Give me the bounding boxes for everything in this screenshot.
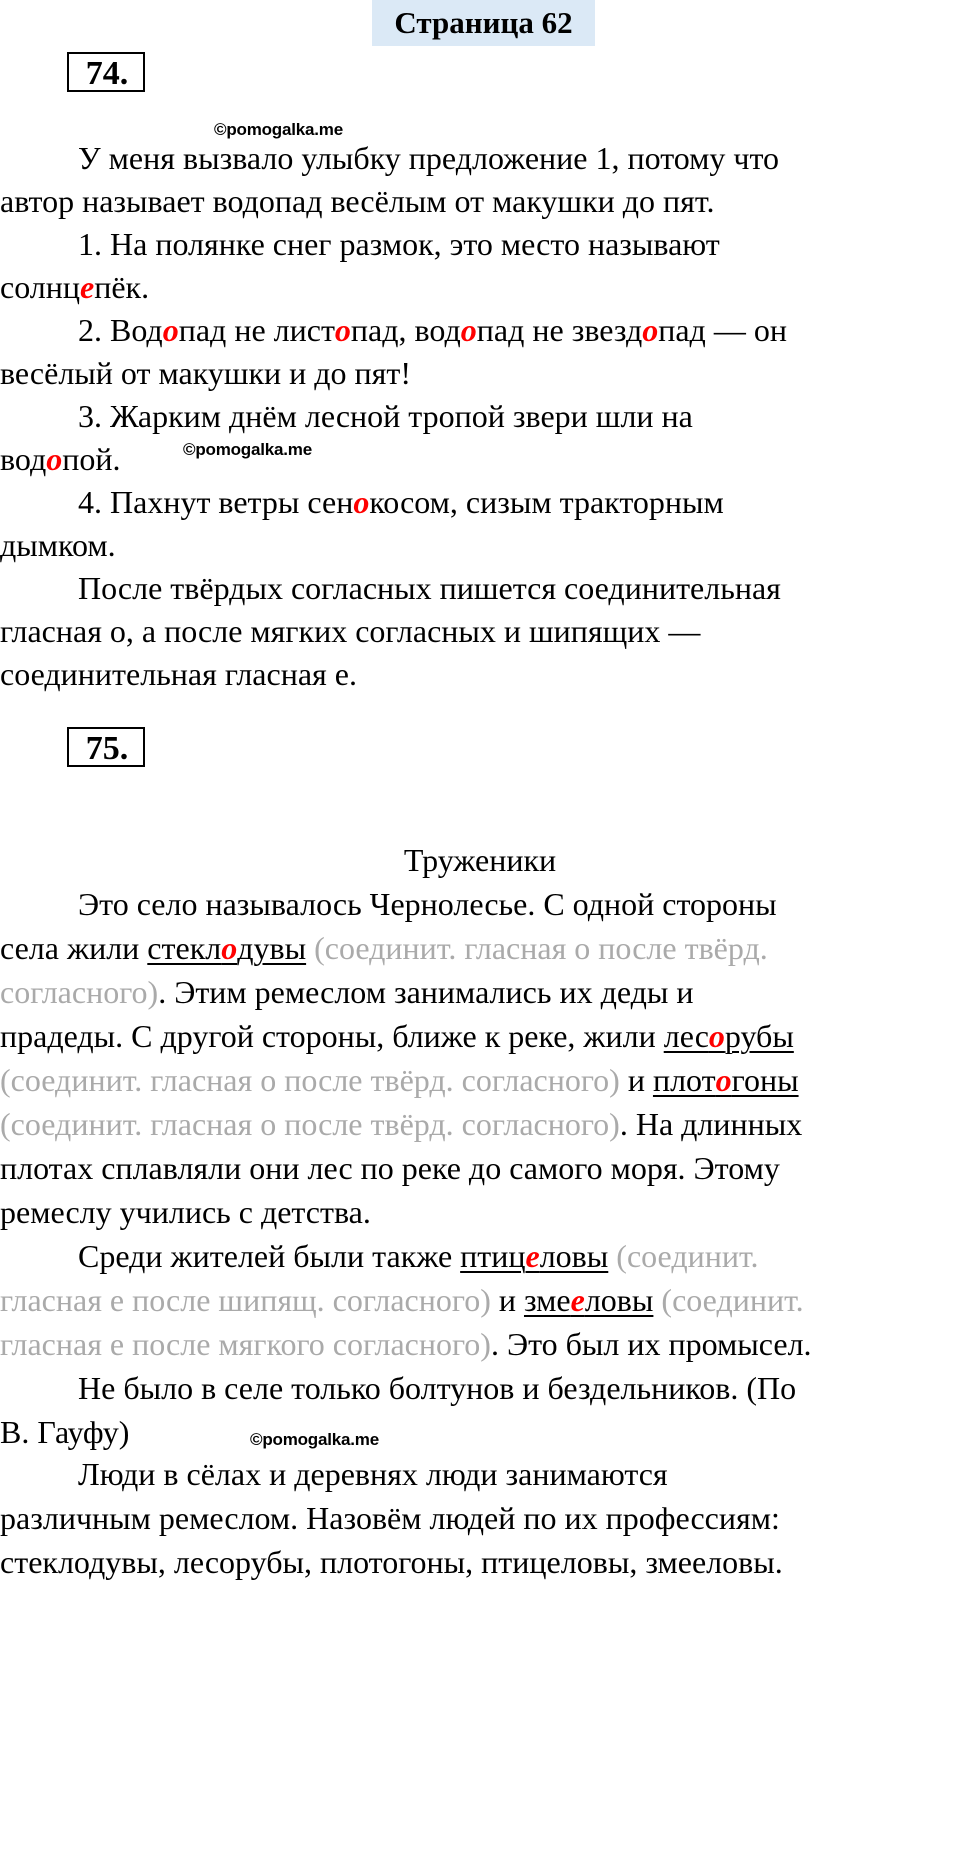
task-number-75: 75. (67, 727, 145, 767)
text-line: ремеслу учились с детства. (0, 1194, 371, 1230)
text-line: В. Гауфу) (0, 1414, 130, 1450)
text-line: дымком. (0, 527, 116, 563)
text-line: солнцепёк. (0, 269, 150, 305)
text-line: Люди в сёлах и деревнях люди занимаются (78, 1456, 668, 1492)
text-line: (соединит. гласная о после твёрд. согласного). На длинных (0, 1106, 803, 1142)
text-line: стеклодувы, лесорубы, плотогоны, птицеловы, змееловы. (0, 1544, 783, 1580)
text-line: водопой. (0, 441, 121, 477)
text-line: автор называет водопад весёлым от макушки до пят. (0, 183, 715, 219)
text-line: села жили стеклодувы (соединит. гласная о после твёрд. (0, 930, 768, 966)
text-line: 4. Пахнут ветры сенокосом, сизым тракторным (78, 484, 724, 520)
text-line: прадеды. С другой стороны, ближе к реке, жили лесорубы (0, 1018, 794, 1054)
watermark: ©pomogalka.me (183, 440, 312, 459)
text-line: 2. Водопад не листопад, водопад не звездопад — он (78, 312, 787, 348)
text-title: Труженики (403, 842, 557, 878)
text-line: согласного). Этим ремеслом занимались их деды и (0, 974, 694, 1010)
text-line: гласная е после шипящ. согласного) и змееловы (соединит. (0, 1282, 804, 1318)
text-line: весёлый от макушки и до пят! (0, 355, 412, 391)
highlighted-vowel: е (80, 269, 95, 305)
watermark: ©pomogalka.me (214, 120, 343, 139)
text-line: гласная е после мягкого согласного). Это был их промысел. (0, 1326, 812, 1362)
page-title: Страница 62 (372, 0, 595, 46)
text-line: 3. Жарким днём лесной тропой звери шли на (78, 398, 693, 434)
text-line: Это село называлось Чернолесье. С одной стороны (78, 886, 777, 922)
text-line: Среди жителей были также птицеловы (соединит. (78, 1238, 759, 1274)
text-line: У меня вызвало улыбку предложение 1, потому что (78, 140, 780, 176)
text-line: плотах сплавляли они лес по реке до самого моря. Этому (0, 1150, 780, 1186)
text-line: Не было в селе только болтунов и бездельников. (По (78, 1370, 797, 1406)
watermark: ©pomogalka.me (250, 1430, 379, 1449)
text-line: (соединит. гласная о после твёрд. согласного) и плотогоны (0, 1062, 799, 1098)
task-number-74: 74. (67, 52, 145, 92)
text-line: соединительная гласная е. (0, 656, 357, 692)
text-line: После твёрдых согласных пишется соединительная (78, 570, 781, 606)
text-line: 1. На полянке снег размок, это место называют (78, 226, 720, 262)
text-line: гласная о, а после мягких согласных и шипящих — (0, 613, 701, 649)
text-line: различным ремеслом. Назовём людей по их профессиям: (0, 1500, 780, 1536)
